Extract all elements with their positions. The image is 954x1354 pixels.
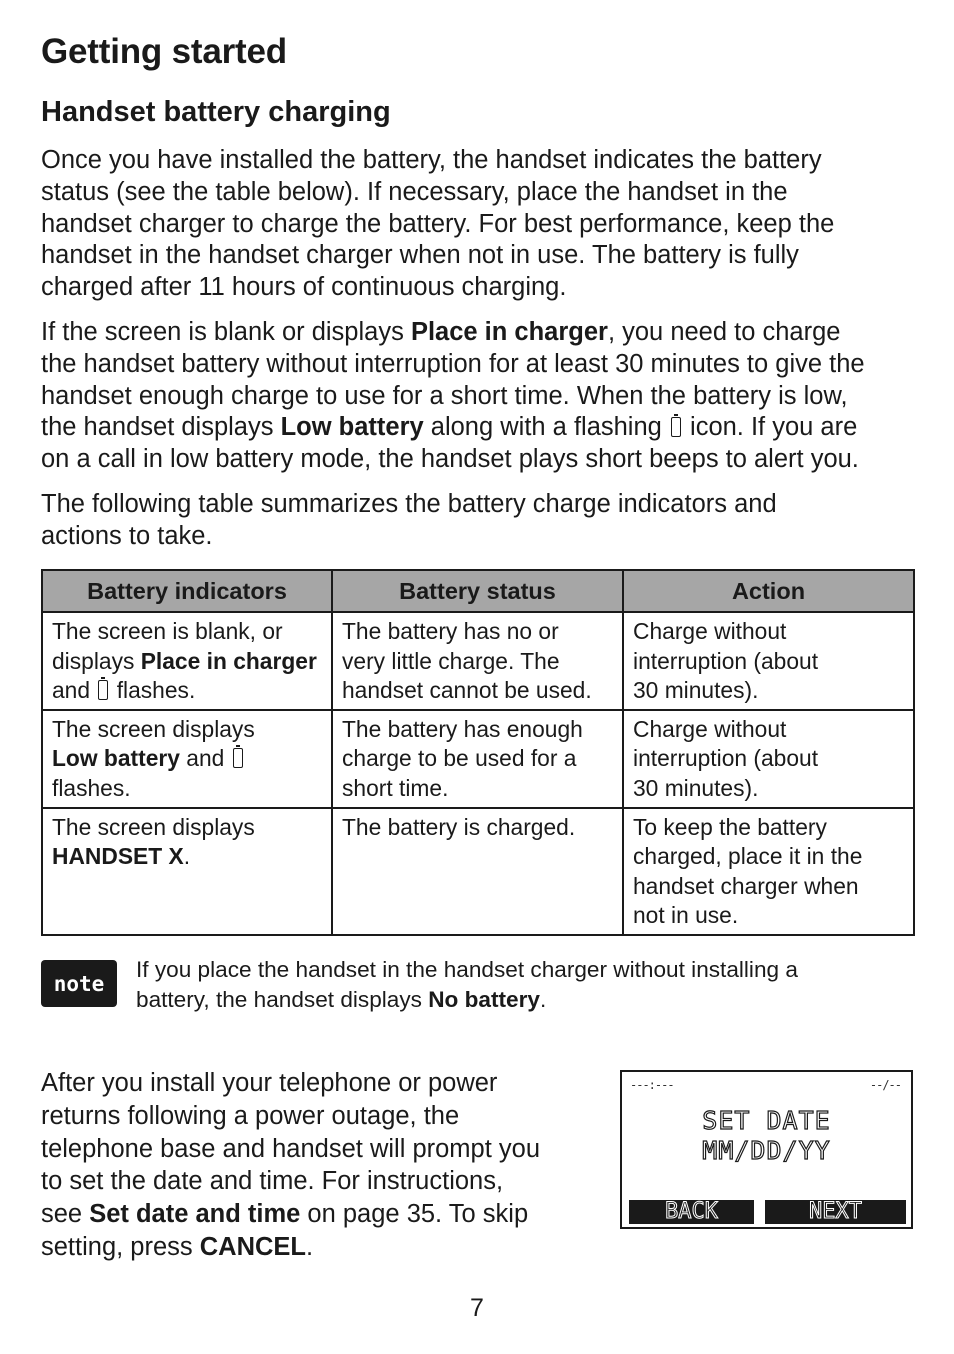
cell-text: . [183,843,191,870]
text-line: handset in the handset charger when not in use. The battery is fully [41,241,799,270]
text-line: handset enough charge to use for a short time. When the battery is low, [41,381,848,410]
table-intro-paragraph [41,489,777,553]
cell-text: The battery has no or [342,618,559,644]
cell-text: handset charger when [633,872,859,899]
cell-text: interruption (about [633,647,819,674]
text-line: The following table summarizes the battery charge indicators and [41,490,777,518]
note-badge: note [41,960,117,1007]
text-run: , you need to charge [607,318,841,346]
text-run: battery, the handset displays [136,987,429,1012]
column-header: Battery indicators [42,570,332,612]
date-time-paragraph [41,1067,540,1264]
cell-text: The screen displays [52,715,255,742]
set-date-time-link-text: Set date and time [89,1200,301,1229]
lcd-format-line: MM/DD/YY [702,1136,831,1165]
handset-x-term: HANDSET X [52,843,184,870]
column-header: Action [623,570,914,612]
table-header-row [42,570,914,612]
cell-text: flashes. [52,774,131,801]
battery-icon [671,417,681,437]
lcd-time-placeholder: ---:--- [630,1078,674,1092]
text-run: icon. If you are [682,413,858,442]
intro-paragraph [41,145,834,304]
text-line: actions to take. [41,521,213,550]
text-line: telephone base and handset will prompt you [41,1134,541,1163]
text-run: . [539,987,547,1012]
text-run: see [41,1200,90,1229]
note-text [136,955,798,1015]
cell-text: 30 minutes). [633,774,759,801]
low-battery-term: Low battery [280,413,424,442]
cell-text: and [179,745,231,772]
handset-lcd-screen [620,1070,913,1229]
text-run: on page 35. To skip [300,1200,529,1229]
cell-text: very little charge. The [342,647,560,674]
cell-text: short time. [342,774,449,801]
text-line: If you place the handset in the handset charger without installing a [136,957,798,982]
text-line: After you install your telephone or power [41,1069,498,1097]
action-cell [623,710,914,808]
text-line: Once you have installed the battery, the handset indicates the battery [41,146,822,174]
battery-icon [98,680,108,700]
cell-text: and [52,677,97,704]
cell-text: charged, place it in the [633,843,863,870]
cell-text: flashes. [110,677,196,704]
section-heading: Handset battery charging [41,96,391,128]
status-cell [332,612,623,710]
no-battery-term: No battery [428,987,540,1012]
action-cell [623,808,914,935]
cell-text: The battery has enough [342,715,583,742]
text-line: returns following a power outage, the [41,1101,460,1130]
low-battery-paragraph [41,317,865,476]
text-line: to set the date and time. For instructions, [41,1167,504,1196]
column-header: Battery status [332,570,623,612]
action-cell [623,612,914,710]
status-cell [332,808,623,935]
cell-text: The screen is blank, or [52,618,283,644]
text-line: status (see the table below). If necessary, place the handset in the [41,177,788,206]
text-run: If the screen is blank or displays [41,318,411,346]
indicator-cell [42,710,332,808]
text-run: the handset displays [41,413,281,442]
table-row [42,612,914,710]
indicator-cell [42,612,332,710]
low-battery-term: Low battery [52,745,180,772]
cell-text: The screen displays [52,813,255,840]
table-row [42,808,914,935]
cell-text: 30 minutes). [633,677,759,704]
lcd-date-placeholder: --/-- [869,1078,901,1092]
cell-text: not in use. [633,902,739,929]
lcd-back-softkey: BACK [629,1200,754,1224]
text-line: charged after 11 hours of continuous charging. [41,273,567,302]
place-in-charger-term: Place in charger [410,318,608,346]
page-title: Getting started [41,32,287,71]
status-cell [332,710,623,808]
text-run: setting, press [41,1232,200,1261]
lcd-next-softkey: NEXT [765,1200,906,1224]
page-number: 7 [470,1294,484,1322]
place-in-charger-term: Place in charger [140,647,317,674]
cell-text: Charge without [633,618,787,644]
battery-icon [233,748,243,768]
indicator-cell [42,808,332,935]
cell-text: interruption (about [633,745,819,772]
cancel-key-term: CANCEL [199,1232,306,1261]
table-row [42,710,914,808]
text-line: handset charger to charge the battery. For best performance, keep the [41,209,835,238]
battery-indicator-table [41,569,915,936]
text-run: along with a flashing [423,413,669,442]
lcd-prompt-line: SET DATE [702,1106,831,1135]
cell-text: handset cannot be used. [342,677,592,704]
cell-text: displays [52,647,141,674]
text-run: . [306,1232,314,1261]
cell-text: charge to be used for a [342,745,577,772]
cell-text: Charge without [633,715,787,742]
text-line: on a call in low battery mode, the handset plays short beeps to alert you. [41,445,859,474]
cell-text: To keep the battery [633,813,827,840]
cell-text: The battery is charged. [342,813,576,840]
text-line: the handset battery without interruption for at least 30 minutes to give the [41,349,865,378]
